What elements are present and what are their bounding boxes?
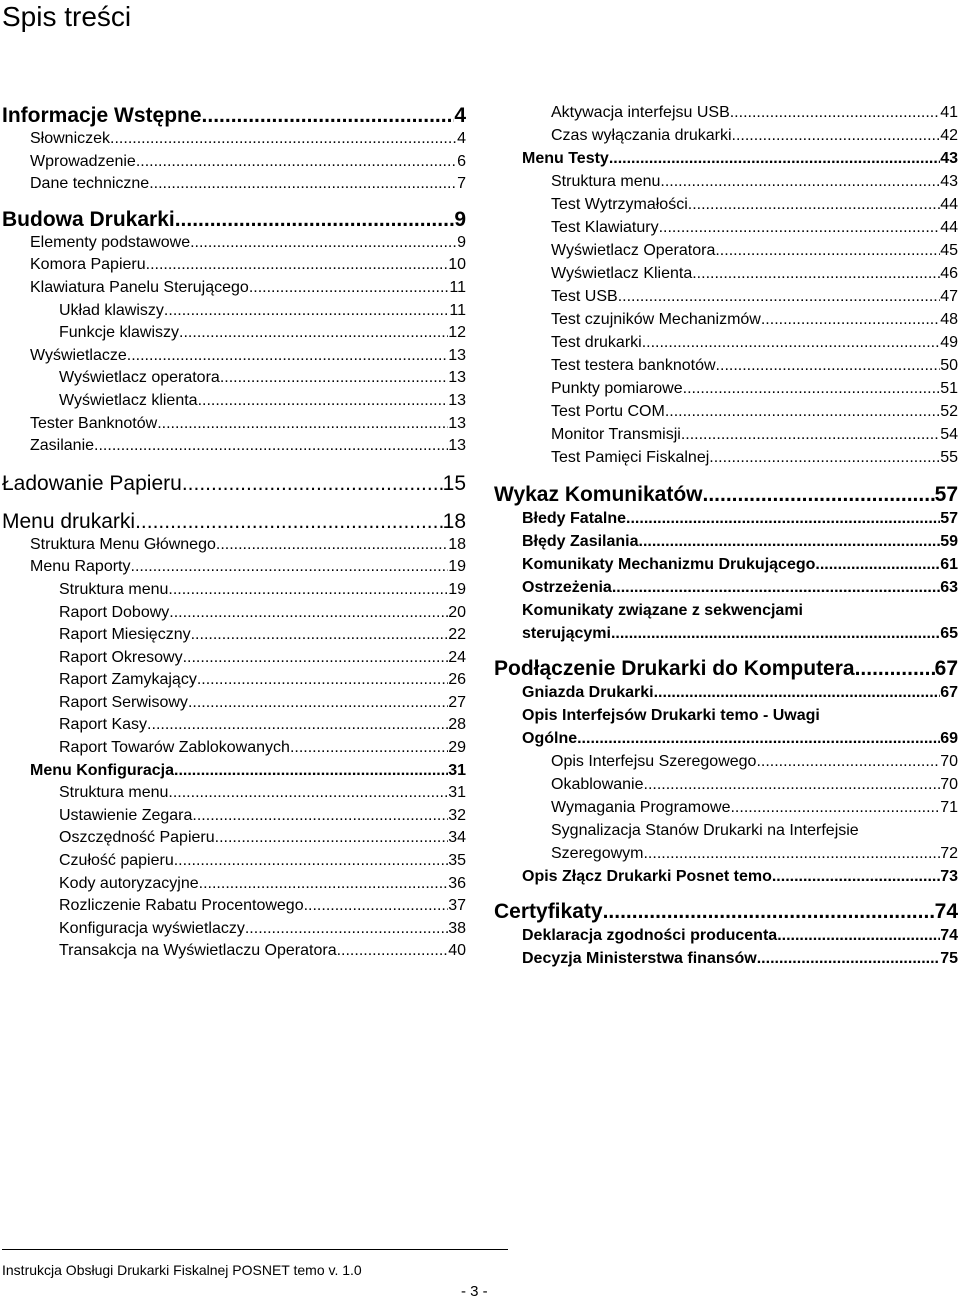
toc-leader-dots: [626, 507, 940, 530]
toc-entry-page: 57: [934, 483, 958, 506]
toc-leader-dots: [175, 208, 455, 232]
toc-entry-page: 7: [457, 175, 466, 193]
toc-entry-title: Wymagania Programowe: [551, 799, 731, 816]
toc-entry-page: 27: [448, 693, 466, 711]
toc-entry-page: 26: [448, 671, 466, 689]
toc-leader-dots: [654, 681, 941, 704]
toc-entry-title: Raport Dobowy: [59, 603, 170, 621]
toc-entry-title-line1: Opis Interfejsów Drukarki temo - Uwagi: [522, 707, 820, 724]
toc-entry-title: Test Wytrzymałości: [551, 196, 688, 213]
toc-entry-opis-zlacz[interactable]: [494, 865, 958, 888]
toc-entry-klawiatura-panelu[interactable]: [2, 277, 466, 300]
toc-leader-dots: [772, 865, 940, 888]
toc-entry-page: 40: [448, 942, 466, 960]
toc-entry-deklaracja-zgodnosci[interactable]: [494, 924, 958, 947]
toc-entry-page: 49: [940, 334, 958, 351]
toc-entry-page: 31: [448, 761, 466, 779]
toc-entry-title-line1: Komunikaty związane z sekwencjami: [522, 602, 803, 619]
toc-entry-title: Raport Zamykający: [59, 671, 197, 689]
toc-entry-certyfikaty[interactable]: [494, 900, 958, 924]
toc-entry-menu-drukarki[interactable]: [2, 510, 466, 534]
toc-leader-dots: [190, 232, 457, 255]
page-title: Spis treści: [2, 1, 132, 32]
toc-entry-title: Wyświetlacze: [30, 346, 127, 364]
toc-leader-dots: [577, 727, 940, 750]
toc-entry-bledy-fatalne[interactable]: [494, 507, 958, 530]
toc-entry-title: Struktura menu: [551, 173, 661, 190]
toc-entry-title: Funkcje klawiszy: [59, 324, 180, 342]
toc-entry-test-wyswietlacz-operatora[interactable]: [494, 239, 958, 262]
toc-entry-page: 11: [449, 278, 466, 296]
toc-leader-dots: [642, 331, 941, 354]
toc-entry-title: Test Portu COM: [551, 403, 665, 420]
toc-entry-title: Komora Papieru: [30, 256, 146, 274]
toc-entry-page: 20: [448, 603, 466, 621]
toc-entry-title: Konfiguracja wyświetlaczy: [59, 919, 245, 937]
toc-entry-title: Test Pamięci Fiskalnej: [551, 449, 710, 466]
toc-entry-page: 19: [448, 580, 466, 598]
toc-entry-page: 10: [448, 256, 466, 274]
toc-entry-raport-towarow-zablokowanych[interactable]: [2, 737, 466, 760]
toc-entry-test-portu-com[interactable]: [494, 400, 958, 423]
toc-entry-page: 13: [448, 369, 466, 387]
toc-entry-page: 50: [940, 357, 958, 374]
toc-leader-dots: [199, 873, 449, 896]
toc-entry-opis-interfejsu-szeregowego[interactable]: [494, 750, 958, 773]
footer-divider: [2, 1249, 508, 1250]
toc-leader-dots: [94, 435, 448, 458]
toc-leader-dots: [174, 850, 448, 873]
toc-leader-dots: [135, 510, 443, 534]
toc-leader-dots: [147, 714, 448, 737]
toc-entry-page: 51: [940, 380, 958, 397]
toc-entry-raport-miesieczny[interactable]: [2, 624, 466, 647]
toc-entry-title: Certyfikaty: [494, 900, 603, 923]
toc-leader-dots: [216, 534, 448, 557]
toc-entry-test-czujnikow[interactable]: [494, 308, 958, 331]
toc-entry-title: Struktura Menu Głównego: [30, 535, 216, 553]
toc-leader-dots: [716, 354, 941, 377]
toc-entry-struktura-menu-glownego[interactable]: [2, 534, 466, 557]
toc-entry-title: sterującymi: [522, 625, 611, 642]
toc-entry-title: Szeregowym: [551, 845, 644, 862]
toc-entry-czulosc-papieru[interactable]: [2, 850, 466, 873]
toc-entry-title: Rozliczenie Rabatu Procentowego: [59, 897, 304, 915]
toc-entry-page: 13: [448, 437, 466, 455]
toc-entry-title: Test USB: [551, 288, 618, 305]
toc-leader-dots: [149, 173, 457, 196]
toc-entry-page: 36: [448, 874, 466, 892]
toc-entry-komunikaty-sekwencje[interactable]: [494, 599, 958, 645]
toc-entry-title: Ostrzeżenia: [522, 579, 612, 596]
toc-entry-title: Raport Towarów Zablokowanych: [59, 739, 290, 757]
toc-entry-page: 43: [940, 150, 958, 167]
toc-entry-title: Transakcja na Wyświetlaczu Operatora: [59, 942, 337, 960]
toc-leader-dots: [730, 101, 940, 124]
toc-leader-dots: [777, 924, 940, 947]
toc-leader-dots: [290, 737, 448, 760]
toc-entry-menu-testy[interactable]: [494, 147, 958, 170]
footer-document-title: Instrukcja Obsługi Drukarki Fiskalnej POSNET temo v. 1.0: [2, 1262, 362, 1278]
toc-leader-dots: [639, 530, 941, 553]
toc-entry-title: Gniazda Drukarki: [522, 684, 654, 701]
toc-entry-page: 34: [448, 829, 466, 847]
toc-entry-test-testera-banknotow[interactable]: [494, 354, 958, 377]
toc-entry-kody-autoryzacyjne[interactable]: [2, 873, 466, 896]
toc-entry-title: Menu Testy: [522, 150, 609, 167]
toc-entry-title: Wyświetlacz Operatora: [551, 242, 716, 259]
toc-leader-dots: [730, 796, 940, 819]
toc-entry-title: Błedy Fatalne: [522, 510, 627, 527]
toc-entry-transakcja-na-wyswietlaczu[interactable]: [2, 940, 466, 963]
toc-leader-dots: [131, 556, 449, 579]
toc-leader-dots: [249, 277, 450, 300]
toc-entry-monitor-transmisji[interactable]: [494, 423, 958, 446]
toc-entry-raport-serwisowy[interactable]: [2, 692, 466, 715]
toc-leader-dots: [146, 254, 449, 277]
toc-leader-dots: [304, 895, 449, 918]
toc-entry-test-usb[interactable]: [494, 285, 958, 308]
toc-entry-page: 9: [454, 207, 466, 231]
toc-entry-title: Wyświetlacz klienta: [59, 391, 198, 409]
toc-entry-page: 32: [448, 806, 466, 824]
toc-entry-title: Wyświetlacz Klienta: [551, 265, 693, 282]
toc-leader-dots: [688, 193, 940, 216]
toc-entry-page: 13: [448, 346, 466, 364]
toc-entry-title: Podłączenie Drukarki do Komputera: [494, 657, 855, 680]
toc-entry-title: Opis Interfejsu Szeregowego: [551, 753, 757, 770]
toc-entry-page: 24: [448, 648, 466, 666]
toc-entry-page: 15: [442, 471, 466, 495]
toc-entry-rozliczenie-rabatu[interactable]: [2, 895, 466, 918]
toc-entry-dane-techniczne[interactable]: [2, 173, 466, 196]
toc-entry-slowniczek[interactable]: [2, 128, 466, 151]
toc-entry-title: Monitor Transmisji: [551, 426, 681, 443]
toc-entry-page: 46: [940, 265, 958, 282]
toc-entry-page: 70: [940, 776, 958, 793]
toc-entry-page: 43: [940, 173, 958, 190]
toc-entry-title: Układ klawiszy: [59, 301, 164, 319]
toc-entry-title: Informacje Wstępne: [2, 104, 202, 127]
toc-entry-title: Ładowanie Papieru: [2, 471, 182, 495]
toc-entry-page: 12: [448, 324, 466, 342]
toc-entry-page: 70: [940, 753, 958, 770]
toc-entry-title: Wyświetlacz operatora: [59, 369, 220, 387]
toc-entry-title: Struktura menu: [59, 580, 169, 598]
toc-entry-page: 42: [940, 127, 958, 144]
toc-right-column: [494, 101, 958, 970]
toc-leader-dots: [643, 842, 940, 865]
toc-entry-page: 67: [940, 684, 958, 701]
toc-leader-dots: [168, 782, 448, 805]
toc-leader-dots: [611, 622, 940, 645]
toc-entry-page: 18: [448, 535, 466, 553]
toc-entry-page: 72: [940, 845, 958, 862]
toc-leader-dots: [815, 553, 940, 576]
toc-entry-page: 45: [940, 242, 958, 259]
toc-entry-title: Tester Banknotów: [30, 414, 158, 432]
toc-entry-opis-interfejsow[interactable]: [494, 704, 958, 750]
toc-entry-title: Test Klawiatury: [551, 219, 659, 236]
toc-entry-title: Opis Złącz Drukarki Posnet temo: [522, 868, 772, 885]
toc-entry-page: 28: [448, 716, 466, 734]
toc-entry-menu-konfiguracja[interactable]: [2, 760, 466, 783]
toc-entry-aktywacja-usb[interactable]: [494, 101, 958, 124]
toc-leader-dots: [732, 124, 941, 147]
toc-leader-dots: [182, 472, 443, 496]
toc-left-column: [2, 104, 466, 963]
toc-entry-title: Błędy Zasilania: [522, 533, 639, 550]
toc-entry-title: Raport Serwisowy: [59, 693, 188, 711]
toc-entry-ladowanie-papieru[interactable]: [2, 472, 466, 496]
toc-entry-page: 44: [940, 219, 958, 236]
toc-entry-title: Decyzja Ministerstwa finansów: [522, 950, 757, 967]
toc-leader-dots: [202, 104, 455, 128]
toc-entry-title: Menu Konfiguracja: [30, 761, 175, 779]
toc-leader-dots: [110, 128, 457, 151]
toc-entry-title: Dane techniczne: [30, 175, 150, 193]
toc-entry-title: Ustawienie Zegara: [59, 806, 193, 824]
toc-entry-title: Raport Okresowy: [59, 648, 183, 666]
toc-entry-wyswietlacz-operatora[interactable]: [2, 367, 466, 390]
toc-entry-title: Okablowanie: [551, 776, 644, 793]
toc-entry-budowa-drukarki[interactable]: [2, 208, 466, 232]
toc-entry-wymagania-programowe[interactable]: [494, 796, 958, 819]
toc-entry-gniazda-drukarki[interactable]: [494, 681, 958, 704]
toc-entry-zasilanie[interactable]: [2, 435, 466, 458]
toc-entry-title: Wykaz Komunikatów: [494, 483, 703, 506]
toc-entry-page: 55: [940, 449, 958, 466]
toc-entry-wprowadzenie[interactable]: [2, 151, 466, 174]
toc-entry-komora-papieru[interactable]: [2, 254, 466, 277]
toc-entry-page: 37: [448, 897, 466, 915]
toc-entry-okablowanie[interactable]: [494, 773, 958, 796]
toc-leader-dots: [220, 367, 448, 390]
toc-entry-page: 19: [448, 558, 466, 576]
toc-entry-title: Czułość papieru: [59, 852, 174, 870]
toc-leader-dots: [665, 400, 940, 423]
toc-entry-page: 35: [448, 852, 466, 870]
toc-entry-page: 6: [457, 152, 466, 170]
toc-entry-title: Komunikaty Mechanizmu Drukującego: [522, 556, 816, 573]
toc-entry-struktura-menu-konfiguracja[interactable]: [2, 782, 466, 805]
toc-entry-title-line1: Sygnalizacja Stanów Drukarki na Interfejsie: [551, 822, 859, 839]
toc-entry-title: Raport Kasy: [59, 716, 148, 734]
toc-leader-dots: [756, 750, 940, 773]
toc-entry-page: 57: [940, 510, 958, 527]
toc-entry-funkcje-klawiszy[interactable]: [2, 322, 466, 345]
toc-leader-dots: [136, 151, 457, 174]
toc-entry-test-wyswietlacz-klienta[interactable]: [494, 262, 958, 285]
toc-entry-title: Deklaracja zgodności producenta: [522, 927, 778, 944]
toc-leader-dots: [245, 918, 448, 941]
toc-entry-page: 69: [940, 730, 958, 747]
toc-entry-title: Test czujników Mechanizmów: [551, 311, 761, 328]
toc-entry-test-klawiatury[interactable]: [494, 216, 958, 239]
toc-entry-page: 74: [934, 900, 958, 923]
footer-page-number: - 3 -: [461, 1283, 488, 1300]
toc-entry-page: 75: [940, 950, 958, 967]
toc-entry-page: 11: [449, 301, 466, 319]
toc-entry-page: 74: [940, 927, 958, 944]
toc-entry-page: 65: [940, 625, 958, 642]
toc-leader-dots: [164, 300, 449, 323]
toc-leader-dots: [681, 423, 940, 446]
toc-leader-dots: [191, 624, 449, 647]
toc-leader-dots: [761, 308, 940, 331]
toc-leader-dots: [215, 827, 449, 850]
toc-entry-page: 38: [448, 919, 466, 937]
toc-entry-page: 22: [448, 626, 466, 644]
toc-entry-title: Menu Raporty: [30, 558, 131, 576]
toc-entry-wykaz-komunikatow[interactable]: [494, 483, 958, 507]
toc-leader-dots: [127, 345, 448, 368]
toc-entry-test-wytrzymalosci[interactable]: [494, 193, 958, 216]
toc-entry-title: Zasilanie: [30, 437, 95, 455]
toc-entry-bledy-zasilania[interactable]: [494, 530, 958, 553]
toc-entry-page: 31: [448, 784, 466, 802]
toc-entry-page: 54: [940, 426, 958, 443]
toc-entry-sygnalizacja-stanow[interactable]: [494, 819, 958, 865]
toc-entry-informacje-wstepne[interactable]: [2, 104, 466, 128]
toc-entry-title: Kody autoryzacyjne: [59, 874, 199, 892]
toc-entry-page: 41: [940, 104, 958, 121]
toc-leader-dots: [709, 446, 940, 469]
toc-entry-title: Budowa Drukarki: [2, 207, 175, 231]
toc-entry-page: 13: [448, 414, 466, 432]
toc-leader-dots: [198, 390, 449, 413]
toc-leader-dots: [855, 657, 935, 681]
toc-leader-dots: [157, 413, 448, 436]
toc-entry-raport-kasy[interactable]: [2, 714, 466, 737]
toc-entry-decyzja-ministerstwa[interactable]: [494, 947, 958, 970]
toc-leader-dots: [609, 147, 940, 170]
toc-entry-title: Punkty pomiarowe: [551, 380, 683, 397]
toc-entry-ustawienie-zegara[interactable]: [2, 805, 466, 828]
toc-leader-dots: [692, 262, 940, 285]
toc-entry-test-pamieci-fiskalnej[interactable]: [494, 446, 958, 469]
toc-entry-page: 18: [442, 509, 466, 533]
toc-entry-podlaczenie-drukarki[interactable]: [494, 657, 958, 681]
toc-entry-title: Czas wyłączania drukarki: [551, 127, 732, 144]
toc-leader-dots: [168, 579, 448, 602]
toc-entry-tester-banknotow[interactable]: [2, 413, 466, 436]
toc-leader-dots: [683, 377, 941, 400]
toc-leader-dots: [197, 669, 448, 692]
toc-entry-page: 4: [454, 104, 466, 127]
toc-entry-title: Ogólne: [522, 730, 578, 747]
toc-entry-czas-wylaczania[interactable]: [494, 124, 958, 147]
toc-leader-dots: [183, 647, 449, 670]
toc-entry-struktura-menu-testy[interactable]: [494, 170, 958, 193]
toc-entry-page: 48: [940, 311, 958, 328]
toc-entry-title: Oszczędność Papieru: [59, 829, 215, 847]
toc-entry-struktura-menu[interactable]: [2, 579, 466, 602]
toc-entry-page: 61: [940, 556, 958, 573]
toc-entry-page: 73: [940, 868, 958, 885]
toc-entry-page: 71: [940, 799, 958, 816]
toc-entry-wyswietlacz-klienta[interactable]: [2, 390, 466, 413]
toc-leader-dots: [337, 940, 449, 963]
toc-entry-raport-zamykajacy[interactable]: [2, 669, 466, 692]
toc-entry-title: Wprowadzenie: [30, 152, 136, 170]
toc-leader-dots: [644, 773, 941, 796]
toc-entry-title: Słowniczek: [30, 130, 111, 147]
toc-leader-dots: [659, 216, 941, 239]
toc-leader-dots: [179, 322, 448, 345]
toc-entry-konfiguracja-wyswietlaczy[interactable]: [2, 918, 466, 941]
toc-entry-page: 9: [457, 233, 466, 251]
toc-entry-title: Klawiatura Panelu Sterującego: [30, 278, 249, 296]
toc-entry-oszczednosc-papieru[interactable]: [2, 827, 466, 850]
toc-entry-raport-okresowy[interactable]: [2, 647, 466, 670]
toc-entry-page: 63: [940, 579, 958, 596]
toc-entry-raport-dobowy[interactable]: [2, 602, 466, 625]
toc-entry-komunikaty-mechanizmu[interactable]: [494, 553, 958, 576]
toc-leader-dots: [192, 805, 448, 828]
toc-entry-title: Elementy podstawowe: [30, 233, 191, 251]
toc-entry-uklad-klawiszy[interactable]: [2, 300, 466, 323]
toc-entry-page: 52: [940, 403, 958, 420]
toc-entry-punkty-pomiarowe[interactable]: [494, 377, 958, 400]
toc-entry-title: Test testera banknotów: [551, 357, 716, 374]
toc-leader-dots: [715, 239, 940, 262]
toc-entry-page: 59: [940, 533, 958, 550]
toc-entry-title: Raport Miesięczny: [59, 626, 191, 644]
toc-entry-page: 29: [448, 739, 466, 757]
toc-entry-page: 47: [940, 288, 958, 305]
toc-entry-page: 13: [448, 391, 466, 409]
toc-entry-title: Menu drukarki: [2, 509, 136, 533]
toc-entry-title: Test drukarki: [551, 334, 642, 351]
toc-entry-test-drukarki[interactable]: [494, 331, 958, 354]
toc-leader-dots: [612, 576, 940, 599]
toc-leader-dots: [188, 692, 448, 715]
toc-entry-menu-raporty[interactable]: [2, 556, 466, 579]
toc-entry-title: Struktura menu: [59, 784, 169, 802]
toc-entry-page: 4: [457, 130, 466, 147]
toc-leader-dots: [702, 483, 934, 507]
toc-entry-wyswietlacze[interactable]: [2, 345, 466, 368]
toc-leader-dots: [603, 900, 935, 924]
toc-leader-dots: [660, 170, 940, 193]
toc-entry-page: 44: [940, 196, 958, 213]
toc-entry-page: 67: [934, 657, 958, 680]
toc-entry-title: Aktywacja interfejsu USB: [551, 104, 730, 121]
toc-entry-ostrzezenia[interactable]: [494, 576, 958, 599]
toc-leader-dots: [169, 602, 448, 625]
toc-leader-dots: [757, 947, 940, 970]
toc-leader-dots: [174, 760, 448, 783]
toc-entry-elementy-podstawowe[interactable]: [2, 232, 466, 255]
toc-leader-dots: [618, 285, 941, 308]
